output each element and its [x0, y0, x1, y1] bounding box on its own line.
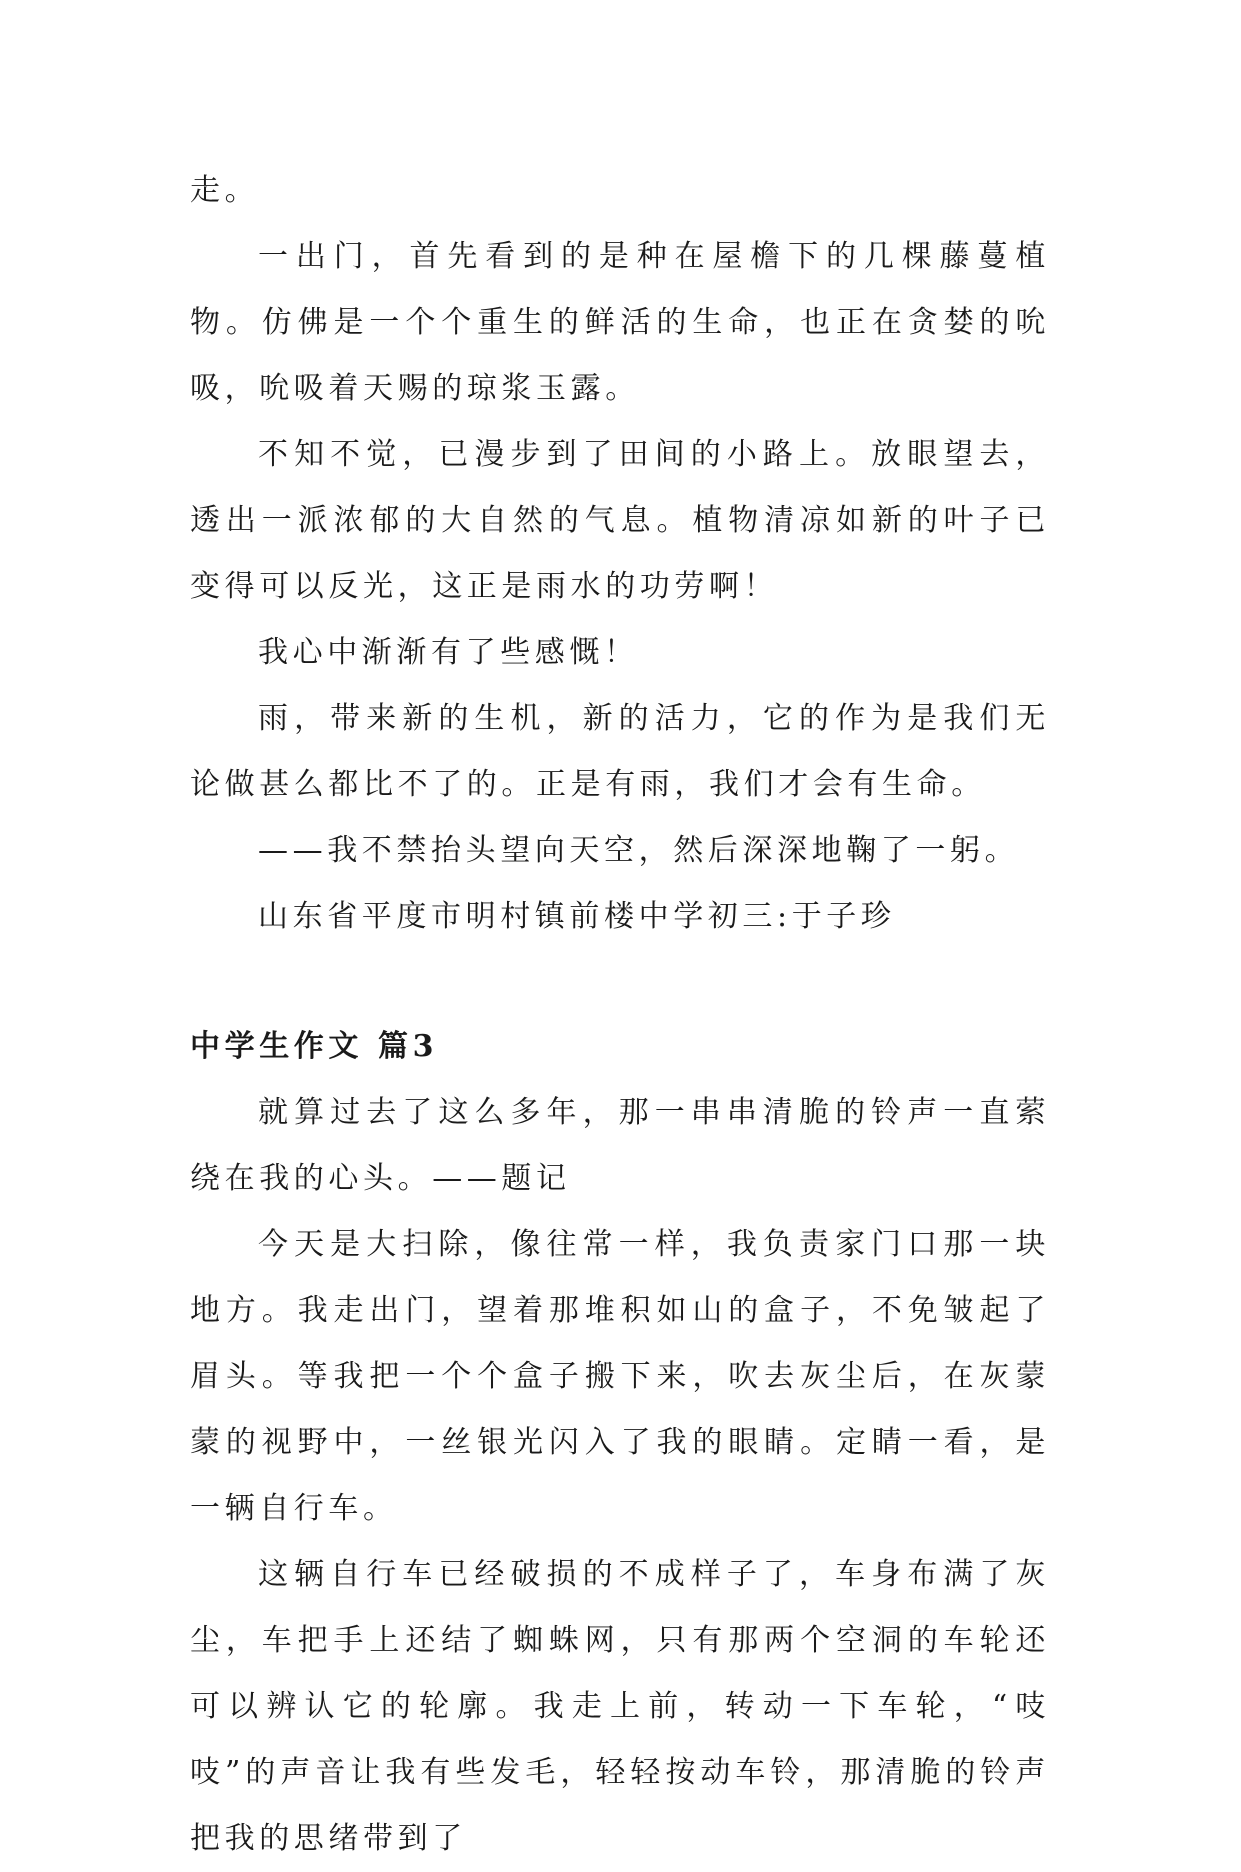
paragraph: 不知不觉，已漫步到了田间的小路上。放眼望去，透出一派浓郁的大自然的气息。植物清凉如新的叶子已变得可以反光，这正是雨水的功劳啊！	[190, 437, 1050, 604]
section-heading: 中学生作文 篇3	[190, 1029, 439, 1064]
paragraph: 我心中渐渐有了些感慨！	[258, 635, 639, 670]
paragraph: 今天是大扫除，像往常一样，我负责家门口那一块地方。我走出门，望着那堆积如山的盒子，不免皱起了眉头。等我把一个个盒子搬下来，吹去灰尘后，在灰蒙蒙的视野中，一丝银光闪入了我的眼睛。定睛一看，是一辆自行车。	[190, 1227, 1050, 1526]
paragraph: 就算过去了这么多年，那一串串清脆的铃声一直萦绕在我的心头。——题记	[190, 1095, 1050, 1196]
paragraph: 走。	[190, 173, 260, 208]
paragraph: 一出门，首先看到的是种在屋檐下的几棵藤蔓植物。仿佛是一个个重生的鲜活的生命，也正在贪婪的吮吸，吮吸着天赐的琼浆玉露。	[190, 239, 1050, 406]
paragraph: 这辆自行车已经破损的不成样子了，车身布满了灰尘，车把手上还结了蜘蛛网，只有那两个空洞的车轮还可以辨认它的轮廓。我走上前，转动一下车轮，“吱吱”的声音让我有些发毛，轻轻按动车铃，那清脆的铃声把我的思绪带到了	[190, 1557, 1050, 1856]
paragraph: 雨，带来新的生机，新的活力，它的作为是我们无论做甚么都比不了的。正是有雨，我们才会有生命。	[190, 701, 1050, 802]
author-line: 山东省平度市明村镇前楼中学初三:于子珍	[258, 899, 896, 934]
paragraph: ——我不禁抬头望向天空，然后深深地鞠了一躬。	[258, 833, 1020, 868]
document-body	[190, 158, 1050, 1872]
